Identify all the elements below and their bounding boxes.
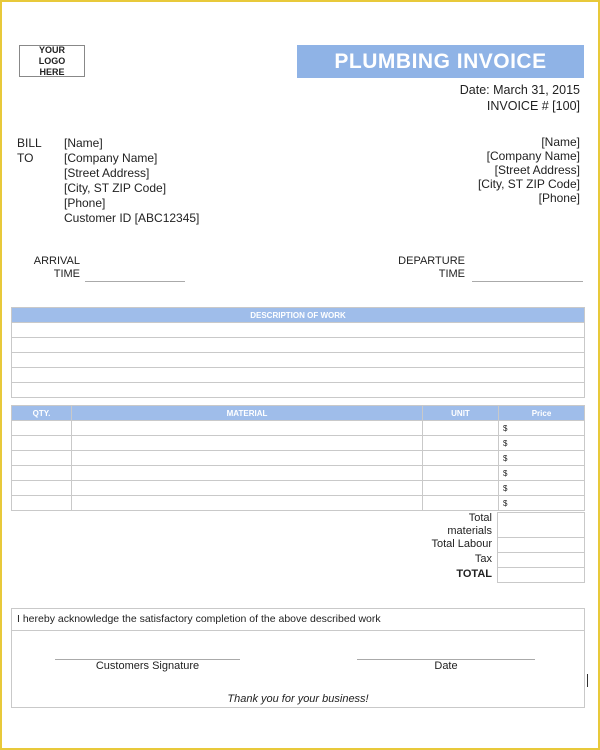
to-label: TO — [17, 151, 34, 165]
text-cursor — [587, 674, 588, 687]
company-name: [Name] — [541, 135, 580, 149]
bill-label: BILL — [17, 136, 42, 150]
invoice-number: INVOICE # [100] — [486, 99, 580, 113]
bill-to-name: [Name] — [64, 136, 103, 150]
bill-to-street: [Street Address] — [64, 166, 150, 180]
acknowledgement-divider — [11, 630, 585, 631]
description-row[interactable] — [12, 383, 585, 398]
bill-to-customer-id: Customer ID [ABC12345] — [64, 211, 200, 225]
table-row — [12, 421, 585, 436]
price-header: Price — [499, 406, 585, 421]
description-row[interactable] — [12, 368, 585, 383]
qty-cell[interactable] — [12, 451, 72, 466]
departure-label-line1: DEPARTURE — [398, 255, 465, 267]
unit-cell[interactable] — [423, 466, 499, 481]
price-cell[interactable] — [499, 436, 585, 451]
thank-you-text: Thank you for your business! — [227, 693, 369, 705]
unit-cell[interactable] — [423, 481, 499, 496]
customer-signature-label: Customers Signature — [95, 660, 200, 672]
logo-placeholder — [19, 45, 85, 77]
currency-symbol: $ — [503, 468, 508, 478]
currency-symbol: $ — [503, 423, 508, 433]
departure-time-field[interactable] — [472, 281, 583, 282]
description-row[interactable] — [12, 353, 585, 368]
total-materials-value[interactable] — [497, 512, 585, 538]
qty-cell[interactable] — [12, 421, 72, 436]
description-header: DESCRIPTION OF WORK — [12, 308, 585, 323]
material-cell[interactable] — [72, 421, 423, 436]
description-row[interactable] — [12, 323, 585, 338]
total-labour-value[interactable] — [497, 537, 585, 553]
company-company: [Company Name] — [486, 149, 580, 163]
acknowledgement-text: I hereby acknowledge the satisfactory completion of the above described work — [17, 613, 381, 625]
currency-symbol: $ — [503, 438, 508, 448]
price-cell[interactable] — [499, 481, 585, 496]
unit-cell[interactable] — [423, 421, 499, 436]
arrival-time-field[interactable] — [85, 281, 185, 282]
bill-to-company: [Company Name] — [64, 151, 158, 165]
qty-cell[interactable] — [12, 481, 72, 496]
currency-symbol: $ — [503, 453, 508, 463]
total-label: TOTAL — [456, 568, 492, 580]
qty-cell[interactable] — [12, 496, 72, 511]
total-materials-line2: materials — [447, 525, 492, 537]
arrival-label-line1: ARRIVAL — [33, 255, 80, 267]
invoice-title: PLUMBING INVOICE — [297, 45, 584, 78]
unit-cell[interactable] — [423, 496, 499, 511]
table-row — [12, 481, 585, 496]
total-materials-line1: Total — [468, 512, 492, 524]
company-street: [Street Address] — [494, 163, 580, 177]
material-cell[interactable] — [72, 436, 423, 451]
arrival-label — [20, 255, 80, 281]
arrival-label-line2: TIME — [53, 268, 80, 280]
date-label: Date — [434, 660, 458, 672]
price-cell[interactable] — [499, 466, 585, 481]
table-row — [12, 466, 585, 481]
price-cell[interactable] — [499, 451, 585, 466]
qty-cell[interactable] — [12, 466, 72, 481]
company-phone: [Phone] — [538, 191, 580, 205]
currency-symbol: $ — [503, 498, 508, 508]
tax-label: Tax — [474, 553, 492, 565]
tax-value[interactable] — [497, 552, 585, 568]
departure-label — [385, 255, 465, 281]
currency-symbol: $ — [503, 483, 508, 493]
logo-text: YOUR LOGO HERE — [38, 44, 66, 77]
qty-cell[interactable] — [12, 436, 72, 451]
materials-table — [11, 405, 585, 511]
material-header: MATERIAL — [72, 406, 423, 421]
bill-to-phone: [Phone] — [64, 196, 106, 210]
company-block — [400, 135, 580, 205]
table-row — [12, 451, 585, 466]
qty-header: QTY. — [12, 406, 72, 421]
total-materials-label — [400, 512, 492, 538]
description-table — [11, 307, 585, 398]
company-city: [City, ST ZIP Code] — [477, 177, 580, 191]
unit-cell[interactable] — [423, 436, 499, 451]
bill-to-city: [City, ST ZIP Code] — [64, 181, 167, 195]
material-cell[interactable] — [72, 496, 423, 511]
material-cell[interactable] — [72, 466, 423, 481]
price-cell[interactable] — [499, 421, 585, 436]
unit-header: UNIT — [423, 406, 499, 421]
invoice-date: Date: March 31, 2015 — [459, 83, 580, 97]
total-value[interactable] — [497, 567, 585, 583]
price-cell[interactable] — [499, 496, 585, 511]
total-labour-label: Total Labour — [431, 538, 492, 550]
description-row[interactable] — [12, 338, 585, 353]
departure-label-line2: TIME — [438, 268, 465, 280]
material-cell[interactable] — [72, 451, 423, 466]
table-row — [12, 436, 585, 451]
bill-to-block — [64, 136, 199, 226]
table-row — [12, 496, 585, 511]
material-cell[interactable] — [72, 481, 423, 496]
unit-cell[interactable] — [423, 451, 499, 466]
